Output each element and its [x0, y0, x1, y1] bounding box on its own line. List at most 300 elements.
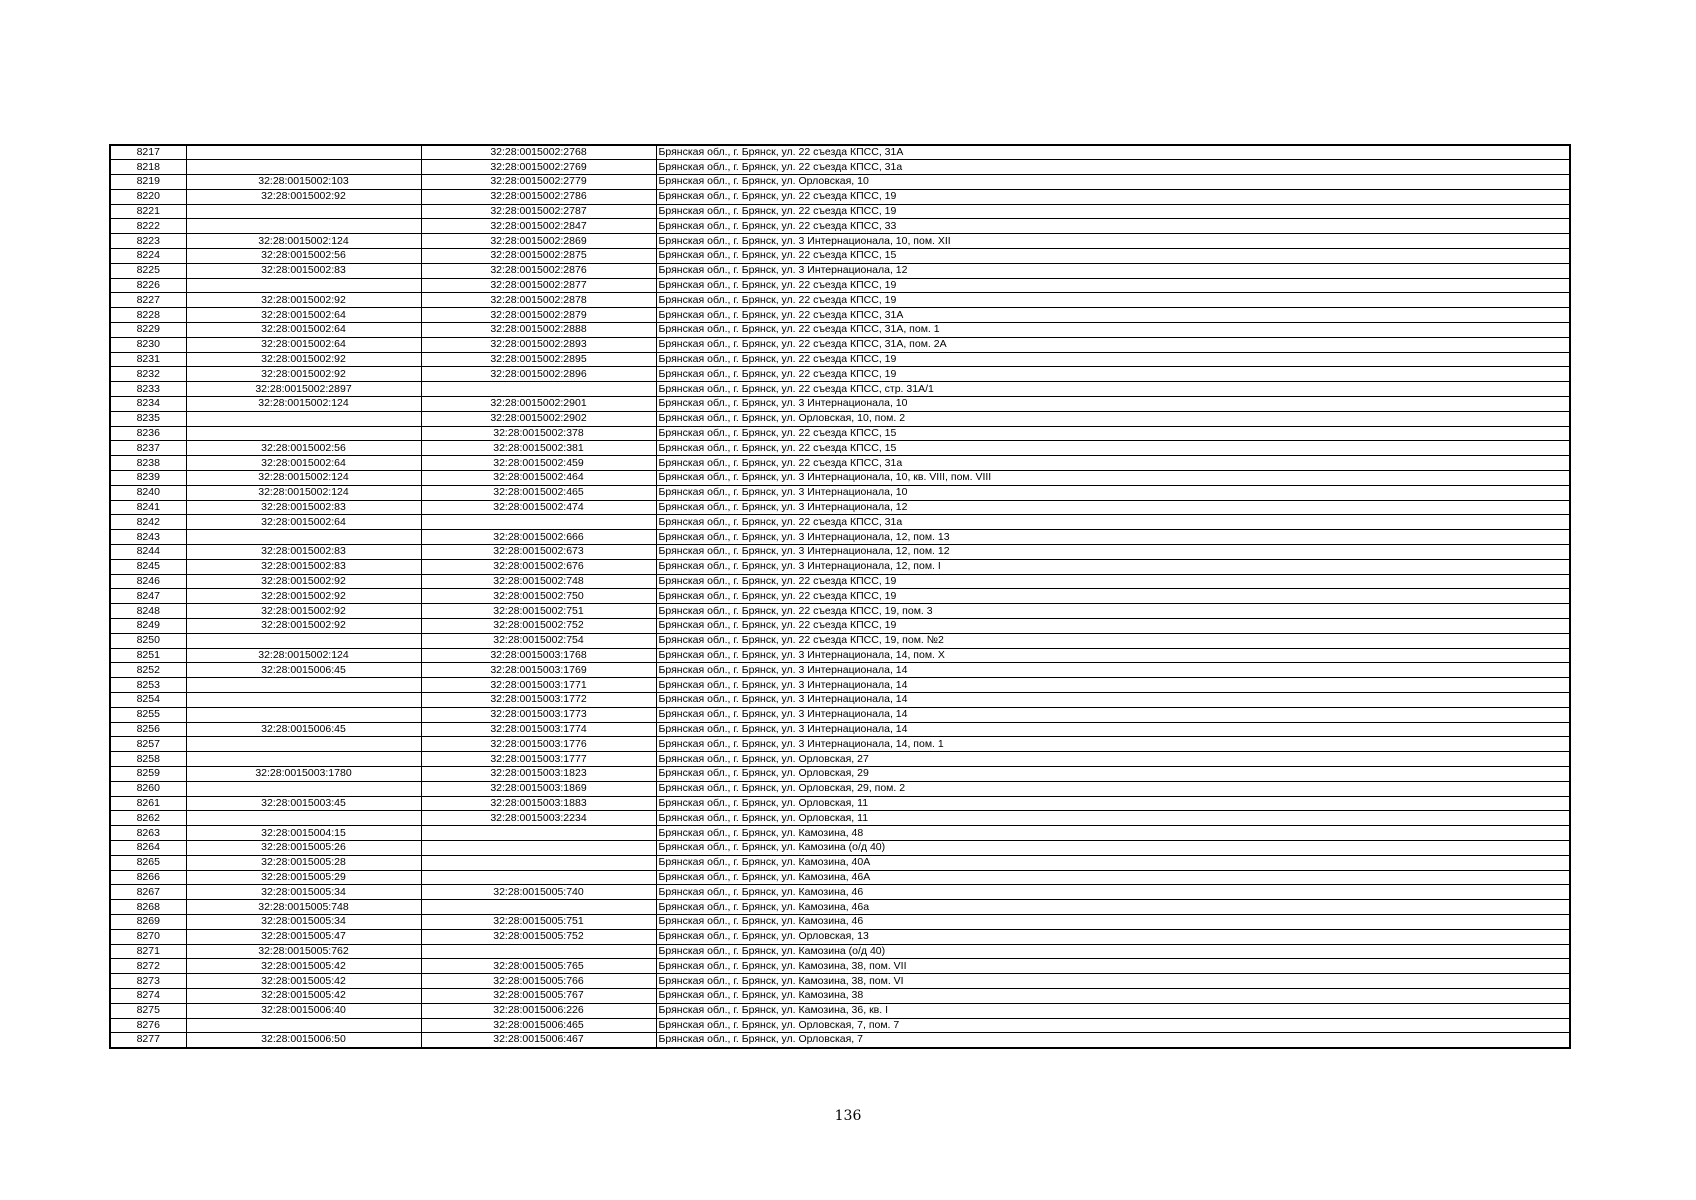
row-number-cell: 8247	[110, 589, 186, 604]
parent-cadastral-number-cell: 32:28:0015002:83	[186, 263, 421, 278]
address-cell: Брянская обл., г. Брянск, ул. Камозина, 46А	[656, 870, 1570, 885]
row-number-cell: 8219	[110, 175, 186, 190]
parent-cadastral-number-cell: 32:28:0015003:1780	[186, 766, 421, 781]
parent-cadastral-number-cell: 32:28:0015002:124	[186, 471, 421, 486]
row-number-cell: 8265	[110, 855, 186, 870]
table-row	[110, 323, 1570, 338]
row-number-cell: 8258	[110, 752, 186, 767]
address-cell: Брянская обл., г. Брянск, ул. 3 Интернационала, 14	[656, 707, 1570, 722]
row-number-cell: 8235	[110, 411, 186, 426]
row-number-cell: 8249	[110, 619, 186, 634]
table-row	[110, 678, 1570, 693]
address-cell: Брянская обл., г. Брянск, ул. 3 Интернационала, 14, пом. 1	[656, 737, 1570, 752]
cadastral-number-cell: 32:28:0015002:464	[421, 471, 656, 486]
parent-cadastral-number-cell	[186, 752, 421, 767]
address-cell: Брянская обл., г. Брянск, ул. 3 Интернационала, 14	[656, 678, 1570, 693]
parent-cadastral-number-cell	[186, 707, 421, 722]
address-cell: Брянская обл., г. Брянск, ул. Камозина, 40А	[656, 855, 1570, 870]
row-number-cell: 8262	[110, 811, 186, 826]
row-number-cell: 8243	[110, 530, 186, 545]
cadastral-number-cell: 32:28:0015002:459	[421, 456, 656, 471]
cadastral-number-cell: 32:28:0015002:2877	[421, 278, 656, 293]
parent-cadastral-number-cell: 32:28:0015005:34	[186, 914, 421, 929]
cadastral-number-cell: 32:28:0015003:1768	[421, 648, 656, 663]
address-cell: Брянская обл., г. Брянск, ул. Орловская, 29, пом. 2	[656, 781, 1570, 796]
cadastral-number-cell: 32:28:0015005:766	[421, 974, 656, 989]
table-row	[110, 189, 1570, 204]
parent-cadastral-number-cell: 32:28:0015002:92	[186, 352, 421, 367]
cadastral-number-cell: 32:28:0015002:378	[421, 426, 656, 441]
cadastral-number-cell: 32:28:0015005:740	[421, 885, 656, 900]
row-number-cell: 8228	[110, 308, 186, 323]
address-cell: Брянская обл., г. Брянск, ул. Орловская, 29	[656, 766, 1570, 781]
table-row	[110, 959, 1570, 974]
address-cell: Брянская обл., г. Брянск, ул. Камозина, 36, кв. I	[656, 1003, 1570, 1018]
address-cell: Брянская обл., г. Брянск, ул. Камозина (о/д 40)	[656, 840, 1570, 855]
parent-cadastral-number-cell: 32:28:0015006:45	[186, 663, 421, 678]
page-number: 136	[834, 1108, 862, 1124]
parent-cadastral-number-cell	[186, 678, 421, 693]
parent-cadastral-number-cell: 32:28:0015002:56	[186, 249, 421, 264]
row-number-cell: 8259	[110, 766, 186, 781]
address-cell: Брянская обл., г. Брянск, ул. 22 съезда КПСС, 31а	[656, 160, 1570, 175]
table-row	[110, 589, 1570, 604]
parent-cadastral-number-cell: 32:28:0015002:92	[186, 189, 421, 204]
row-number-cell: 8244	[110, 545, 186, 560]
parent-cadastral-number-cell: 32:28:0015003:45	[186, 796, 421, 811]
cadastral-number-cell: 32:28:0015006:226	[421, 1003, 656, 1018]
registry-table-body	[110, 145, 1570, 1048]
row-number-cell: 8239	[110, 471, 186, 486]
address-cell: Брянская обл., г. Брянск, ул. 22 съезда КПСС, 19	[656, 589, 1570, 604]
cadastral-number-cell: 32:28:0015002:2875	[421, 249, 656, 264]
table-row	[110, 352, 1570, 367]
table-row	[110, 411, 1570, 426]
row-number-cell: 8274	[110, 988, 186, 1003]
table-row	[110, 1003, 1570, 1018]
table-row	[110, 722, 1570, 737]
cadastral-number-cell	[421, 900, 656, 915]
parent-cadastral-number-cell: 32:28:0015005:42	[186, 959, 421, 974]
cadastral-number-cell: 32:28:0015002:666	[421, 530, 656, 545]
parent-cadastral-number-cell: 32:28:0015005:26	[186, 840, 421, 855]
parent-cadastral-number-cell: 32:28:0015002:83	[186, 559, 421, 574]
parent-cadastral-number-cell: 32:28:0015002:64	[186, 515, 421, 530]
parent-cadastral-number-cell	[186, 145, 421, 160]
cadastral-number-cell: 32:28:0015003:1774	[421, 722, 656, 737]
table-row	[110, 900, 1570, 915]
cadastral-number-cell: 32:28:0015005:767	[421, 988, 656, 1003]
cadastral-number-cell: 32:28:0015002:754	[421, 633, 656, 648]
table-row	[110, 929, 1570, 944]
row-number-cell: 8277	[110, 1033, 186, 1048]
cadastral-number-cell: 32:28:0015002:2847	[421, 219, 656, 234]
row-number-cell: 8260	[110, 781, 186, 796]
table-row	[110, 974, 1570, 989]
table-row	[110, 914, 1570, 929]
address-cell: Брянская обл., г. Брянск, ул. Камозина (о/д 40)	[656, 944, 1570, 959]
cadastral-number-cell: 32:28:0015002:751	[421, 604, 656, 619]
table-row	[110, 441, 1570, 456]
table-row	[110, 826, 1570, 841]
parent-cadastral-number-cell: 32:28:0015005:748	[186, 900, 421, 915]
address-cell: Брянская обл., г. Брянск, ул. 3 Интернационала, 12, пом. 12	[656, 545, 1570, 560]
table-row	[110, 766, 1570, 781]
cadastral-number-cell: 32:28:0015002:2895	[421, 352, 656, 367]
address-cell: Брянская обл., г. Брянск, ул. 22 съезда КПСС, 19	[656, 204, 1570, 219]
cadastral-number-cell: 32:28:0015002:752	[421, 619, 656, 634]
row-number-cell: 8248	[110, 604, 186, 619]
parent-cadastral-number-cell: 32:28:0015002:124	[186, 234, 421, 249]
parent-cadastral-number-cell	[186, 530, 421, 545]
address-cell: Брянская обл., г. Брянск, ул. 22 съезда КПСС, 31А	[656, 145, 1570, 160]
parent-cadastral-number-cell: 32:28:0015002:83	[186, 500, 421, 515]
row-number-cell: 8237	[110, 441, 186, 456]
parent-cadastral-number-cell: 32:28:0015002:2897	[186, 382, 421, 397]
table-row	[110, 530, 1570, 545]
cadastral-number-cell: 32:28:0015006:465	[421, 1018, 656, 1033]
row-number-cell: 8217	[110, 145, 186, 160]
row-number-cell: 8230	[110, 337, 186, 352]
table-row	[110, 737, 1570, 752]
parent-cadastral-number-cell: 32:28:0015002:83	[186, 545, 421, 560]
address-cell: Брянская обл., г. Брянск, ул. Камозина, 46	[656, 885, 1570, 900]
address-cell: Брянская обл., г. Брянск, ул. 3 Интернационала, 12	[656, 500, 1570, 515]
cadastral-number-cell: 32:28:0015005:765	[421, 959, 656, 974]
address-cell: Брянская обл., г. Брянск, ул. 22 съезда КПСС, 19	[656, 293, 1570, 308]
row-number-cell: 8246	[110, 574, 186, 589]
row-number-cell: 8254	[110, 692, 186, 707]
row-number-cell: 8257	[110, 737, 186, 752]
table-row	[110, 145, 1570, 160]
address-cell: Брянская обл., г. Брянск, ул. Орловская, 10	[656, 175, 1570, 190]
address-cell: Брянская обл., г. Брянск, ул. Камозина, 38, пом. VI	[656, 974, 1570, 989]
address-cell: Брянская обл., г. Брянск, ул. Орловская, 10, пом. 2	[656, 411, 1570, 426]
table-row	[110, 426, 1570, 441]
row-number-cell: 8242	[110, 515, 186, 530]
address-cell: Брянская обл., г. Брянск, ул. 22 съезда КПСС, 19	[656, 367, 1570, 382]
row-number-cell: 8221	[110, 204, 186, 219]
cadastral-number-cell: 32:28:0015003:1771	[421, 678, 656, 693]
cadastral-number-cell	[421, 515, 656, 530]
address-cell: Брянская обл., г. Брянск, ул. 3 Интернационала, 10	[656, 397, 1570, 412]
address-cell: Брянская обл., г. Брянск, ул. 22 съезда КПСС, 15	[656, 249, 1570, 264]
table-row	[110, 870, 1570, 885]
address-cell: Брянская обл., г. Брянск, ул. Орловская, 13	[656, 929, 1570, 944]
row-number-cell: 8271	[110, 944, 186, 959]
row-number-cell: 8240	[110, 485, 186, 500]
table-row	[110, 397, 1570, 412]
cadastral-number-cell: 32:28:0015002:2769	[421, 160, 656, 175]
address-cell: Брянская обл., г. Брянск, ул. 22 съезда КПСС, 15	[656, 426, 1570, 441]
table-row	[110, 249, 1570, 264]
table-row	[110, 885, 1570, 900]
address-cell: Брянская обл., г. Брянск, ул. 22 съезда КПСС, 31а	[656, 456, 1570, 471]
cadastral-number-cell: 32:28:0015003:1869	[421, 781, 656, 796]
cadastral-number-cell: 32:28:0015002:2878	[421, 293, 656, 308]
address-cell: Брянская обл., г. Брянск, ул. 22 съезда КПСС, 19	[656, 278, 1570, 293]
parent-cadastral-number-cell	[186, 633, 421, 648]
parent-cadastral-number-cell: 32:28:0015002:64	[186, 337, 421, 352]
parent-cadastral-number-cell	[186, 737, 421, 752]
address-cell: Брянская обл., г. Брянск, ул. 3 Интернационала, 12, пом. 13	[656, 530, 1570, 545]
row-number-cell: 8224	[110, 249, 186, 264]
address-cell: Брянская обл., г. Брянск, ул. 22 съезда КПСС, 19	[656, 574, 1570, 589]
parent-cadastral-number-cell: 32:28:0015002:64	[186, 308, 421, 323]
row-number-cell: 8268	[110, 900, 186, 915]
parent-cadastral-number-cell: 32:28:0015002:92	[186, 589, 421, 604]
row-number-cell: 8236	[110, 426, 186, 441]
cadastral-number-cell: 32:28:0015002:474	[421, 500, 656, 515]
parent-cadastral-number-cell: 32:28:0015002:124	[186, 485, 421, 500]
parent-cadastral-number-cell: 32:28:0015005:47	[186, 929, 421, 944]
address-cell: Брянская обл., г. Брянск, ул. Орловская, 27	[656, 752, 1570, 767]
row-number-cell: 8220	[110, 189, 186, 204]
table-row	[110, 692, 1570, 707]
address-cell: Брянская обл., г. Брянск, ул. Орловская, 7, пом. 7	[656, 1018, 1570, 1033]
address-cell: Брянская обл., г. Брянск, ул. 22 съезда КПСС, 19, пом. №2	[656, 633, 1570, 648]
cadastral-number-cell: 32:28:0015002:2768	[421, 145, 656, 160]
cadastral-number-cell: 32:28:0015002:2876	[421, 263, 656, 278]
table-row	[110, 574, 1570, 589]
address-cell: Брянская обл., г. Брянск, ул. Орловская, 11	[656, 811, 1570, 826]
row-number-cell: 8233	[110, 382, 186, 397]
table-row	[110, 752, 1570, 767]
cadastral-number-cell: 32:28:0015002:2779	[421, 175, 656, 190]
cadastral-number-cell: 32:28:0015002:2888	[421, 323, 656, 338]
parent-cadastral-number-cell: 32:28:0015002:92	[186, 574, 421, 589]
address-cell: Брянская обл., г. Брянск, ул. 3 Интернационала, 10, пом. XII	[656, 234, 1570, 249]
parent-cadastral-number-cell: 32:28:0015002:64	[186, 323, 421, 338]
cadastral-number-cell: 32:28:0015002:2787	[421, 204, 656, 219]
row-number-cell: 8267	[110, 885, 186, 900]
cadastral-number-cell: 32:28:0015003:1823	[421, 766, 656, 781]
address-cell: Брянская обл., г. Брянск, ул. 3 Интернационала, 10	[656, 485, 1570, 500]
parent-cadastral-number-cell: 32:28:0015002:92	[186, 604, 421, 619]
table-row	[110, 988, 1570, 1003]
parent-cadastral-number-cell: 32:28:0015004:15	[186, 826, 421, 841]
row-number-cell: 8231	[110, 352, 186, 367]
table-row	[110, 337, 1570, 352]
address-cell: Брянская обл., г. Брянск, ул. 3 Интернационала, 12	[656, 263, 1570, 278]
row-number-cell: 8227	[110, 293, 186, 308]
row-number-cell: 8269	[110, 914, 186, 929]
row-number-cell: 8229	[110, 323, 186, 338]
table-row	[110, 633, 1570, 648]
parent-cadastral-number-cell	[186, 781, 421, 796]
table-row	[110, 707, 1570, 722]
cadastral-number-cell: 32:28:0015003:2234	[421, 811, 656, 826]
address-cell: Брянская обл., г. Брянск, ул. Камозина, 38, пом. VII	[656, 959, 1570, 974]
parent-cadastral-number-cell: 32:28:0015005:28	[186, 855, 421, 870]
cadastral-number-cell: 32:28:0015005:751	[421, 914, 656, 929]
parent-cadastral-number-cell: 32:28:0015002:92	[186, 293, 421, 308]
address-cell: Брянская обл., г. Брянск, ул. 22 съезда КПСС, 19	[656, 619, 1570, 634]
table-row	[110, 781, 1570, 796]
table-row	[110, 545, 1570, 560]
parent-cadastral-number-cell: 32:28:0015005:42	[186, 988, 421, 1003]
address-cell: Брянская обл., г. Брянск, ул. Орловская, 11	[656, 796, 1570, 811]
parent-cadastral-number-cell	[186, 411, 421, 426]
row-number-cell: 8234	[110, 397, 186, 412]
parent-cadastral-number-cell: 32:28:0015006:40	[186, 1003, 421, 1018]
table-row	[110, 663, 1570, 678]
cadastral-number-cell: 32:28:0015003:1769	[421, 663, 656, 678]
row-number-cell: 8225	[110, 263, 186, 278]
cadastral-number-cell	[421, 855, 656, 870]
table-row	[110, 382, 1570, 397]
address-cell: Брянская обл., г. Брянск, ул. Орловская, 7	[656, 1033, 1570, 1048]
table-row	[110, 1033, 1570, 1048]
cadastral-number-cell: 32:28:0015002:673	[421, 545, 656, 560]
parent-cadastral-number-cell: 32:28:0015002:92	[186, 367, 421, 382]
table-row	[110, 855, 1570, 870]
table-row	[110, 263, 1570, 278]
cadastral-number-cell: 32:28:0015003:1773	[421, 707, 656, 722]
table-row	[110, 456, 1570, 471]
cadastral-number-cell: 32:28:0015002:676	[421, 559, 656, 574]
row-number-cell: 8238	[110, 456, 186, 471]
address-cell: Брянская обл., г. Брянск, ул. 3 Интернационала, 14	[656, 692, 1570, 707]
table-row	[110, 604, 1570, 619]
parent-cadastral-number-cell	[186, 204, 421, 219]
parent-cadastral-number-cell	[186, 1018, 421, 1033]
table-row	[110, 500, 1570, 515]
cadastral-number-cell: 32:28:0015002:2902	[421, 411, 656, 426]
cadastral-number-cell	[421, 840, 656, 855]
registry-table	[109, 144, 1571, 1049]
parent-cadastral-number-cell	[186, 219, 421, 234]
address-cell: Брянская обл., г. Брянск, ул. 22 съезда КПСС, 19, пом. 3	[656, 604, 1570, 619]
table-row	[110, 840, 1570, 855]
cadastral-number-cell	[421, 382, 656, 397]
address-cell: Брянская обл., г. Брянск, ул. 3 Интернационала, 12, пом. I	[656, 559, 1570, 574]
address-cell: Брянская обл., г. Брянск, ул. 3 Интернационала, 14	[656, 722, 1570, 737]
address-cell: Брянская обл., г. Брянск, ул. Камозина, 46а	[656, 900, 1570, 915]
cadastral-number-cell: 32:28:0015002:2786	[421, 189, 656, 204]
row-number-cell: 8226	[110, 278, 186, 293]
parent-cadastral-number-cell	[186, 278, 421, 293]
row-number-cell: 8250	[110, 633, 186, 648]
table-row	[110, 219, 1570, 234]
address-cell: Брянская обл., г. Брянск, ул. 22 съезда КПСС, 31А, пом. 2А	[656, 337, 1570, 352]
address-cell: Брянская обл., г. Брянск, ул. 22 съезда КПСС, 19	[656, 189, 1570, 204]
cadastral-number-cell: 32:28:0015003:1776	[421, 737, 656, 752]
cadastral-number-cell: 32:28:0015006:467	[421, 1033, 656, 1048]
address-cell: Брянская обл., г. Брянск, ул. 3 Интернационала, 14, пом. X	[656, 648, 1570, 663]
cadastral-number-cell: 32:28:0015002:2879	[421, 308, 656, 323]
parent-cadastral-number-cell: 32:28:0015006:45	[186, 722, 421, 737]
row-number-cell: 8275	[110, 1003, 186, 1018]
parent-cadastral-number-cell: 32:28:0015002:64	[186, 456, 421, 471]
cadastral-number-cell: 32:28:0015003:1777	[421, 752, 656, 767]
cadastral-number-cell: 32:28:0015002:2893	[421, 337, 656, 352]
cadastral-number-cell: 32:28:0015002:381	[421, 441, 656, 456]
row-number-cell: 8232	[110, 367, 186, 382]
table-row	[110, 619, 1570, 634]
parent-cadastral-number-cell: 32:28:0015005:34	[186, 885, 421, 900]
address-cell: Брянская обл., г. Брянск, ул. 22 съезда КПСС, 31а	[656, 515, 1570, 530]
table-row	[110, 308, 1570, 323]
parent-cadastral-number-cell	[186, 426, 421, 441]
cadastral-number-cell	[421, 944, 656, 959]
row-number-cell: 8256	[110, 722, 186, 737]
address-cell: Брянская обл., г. Брянск, ул. 22 съезда КПСС, 33	[656, 219, 1570, 234]
parent-cadastral-number-cell: 32:28:0015002:103	[186, 175, 421, 190]
table-row	[110, 234, 1570, 249]
parent-cadastral-number-cell: 32:28:0015005:29	[186, 870, 421, 885]
table-row	[110, 796, 1570, 811]
parent-cadastral-number-cell	[186, 811, 421, 826]
row-number-cell: 8245	[110, 559, 186, 574]
cadastral-number-cell: 32:28:0015002:2901	[421, 397, 656, 412]
cadastral-number-cell: 32:28:0015003:1772	[421, 692, 656, 707]
row-number-cell: 8222	[110, 219, 186, 234]
cadastral-number-cell: 32:28:0015002:748	[421, 574, 656, 589]
parent-cadastral-number-cell: 32:28:0015005:762	[186, 944, 421, 959]
row-number-cell: 8276	[110, 1018, 186, 1033]
parent-cadastral-number-cell: 32:28:0015002:56	[186, 441, 421, 456]
address-cell: Брянская обл., г. Брянск, ул. 22 съезда КПСС, 31А	[656, 308, 1570, 323]
cadastral-number-cell: 32:28:0015002:750	[421, 589, 656, 604]
table-row	[110, 648, 1570, 663]
address-cell: Брянская обл., г. Брянск, ул. 3 Интернационала, 14	[656, 663, 1570, 678]
address-cell: Брянская обл., г. Брянск, ул. 22 съезда КПСС, стр. 31А/1	[656, 382, 1570, 397]
parent-cadastral-number-cell: 32:28:0015002:92	[186, 619, 421, 634]
parent-cadastral-number-cell: 32:28:0015006:50	[186, 1033, 421, 1048]
address-cell: Брянская обл., г. Брянск, ул. 22 съезда КПСС, 15	[656, 441, 1570, 456]
row-number-cell: 8273	[110, 974, 186, 989]
cadastral-number-cell	[421, 870, 656, 885]
row-number-cell: 8218	[110, 160, 186, 175]
table-row	[110, 811, 1570, 826]
parent-cadastral-number-cell	[186, 160, 421, 175]
parent-cadastral-number-cell: 32:28:0015005:42	[186, 974, 421, 989]
address-cell: Брянская обл., г. Брянск, ул. Камозина, 38	[656, 988, 1570, 1003]
table-row	[110, 559, 1570, 574]
cadastral-number-cell: 32:28:0015005:752	[421, 929, 656, 944]
address-cell: Брянская обл., г. Брянск, ул. Камозина, 48	[656, 826, 1570, 841]
table-row	[110, 160, 1570, 175]
table-row	[110, 293, 1570, 308]
address-cell: Брянская обл., г. Брянск, ул. 3 Интернационала, 10, кв. VIII, пом. VIII	[656, 471, 1570, 486]
row-number-cell: 8252	[110, 663, 186, 678]
row-number-cell: 8255	[110, 707, 186, 722]
table-row	[110, 485, 1570, 500]
row-number-cell: 8253	[110, 678, 186, 693]
address-cell: Брянская обл., г. Брянск, ул. 22 съезда КПСС, 19	[656, 352, 1570, 367]
row-number-cell: 8261	[110, 796, 186, 811]
cadastral-number-cell: 32:28:0015003:1883	[421, 796, 656, 811]
parent-cadastral-number-cell: 32:28:0015002:124	[186, 648, 421, 663]
table-row	[110, 515, 1570, 530]
row-number-cell: 8223	[110, 234, 186, 249]
row-number-cell: 8241	[110, 500, 186, 515]
address-cell: Брянская обл., г. Брянск, ул. Камозина, 46	[656, 914, 1570, 929]
row-number-cell: 8251	[110, 648, 186, 663]
parent-cadastral-number-cell: 32:28:0015002:124	[186, 397, 421, 412]
table-row	[110, 471, 1570, 486]
table-row	[110, 175, 1570, 190]
row-number-cell: 8263	[110, 826, 186, 841]
address-cell: Брянская обл., г. Брянск, ул. 22 съезда КПСС, 31А, пом. 1	[656, 323, 1570, 338]
row-number-cell: 8266	[110, 870, 186, 885]
table-row	[110, 944, 1570, 959]
cadastral-number-cell: 32:28:0015002:465	[421, 485, 656, 500]
table-row	[110, 367, 1570, 382]
parent-cadastral-number-cell	[186, 692, 421, 707]
table-row	[110, 204, 1570, 219]
